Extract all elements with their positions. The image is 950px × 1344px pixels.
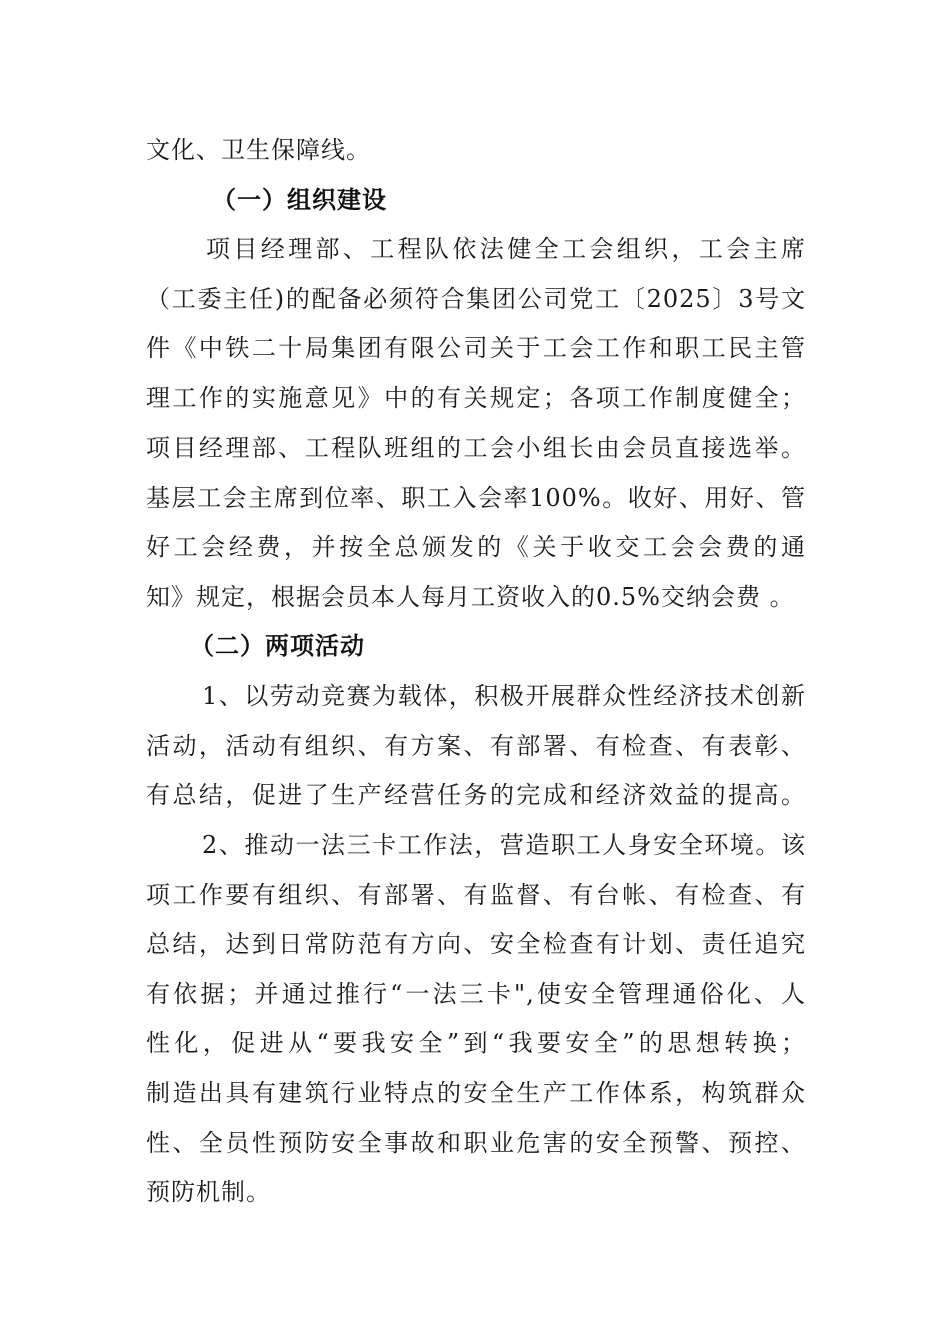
paragraph-line: 性、全员性预防安全事故和职业危害的安全预警、预控、 [146,1129,806,1157]
section-heading-organization: （一）组织建设 [212,186,387,214]
paragraph-line: 项目经理部、工程队班组的工会小组长由会员直接选举。 [146,434,806,462]
paragraph-line: 性化，促进从“要我安全”到“我要安全”的思想转换； [146,1029,806,1057]
paragraph-line: 总结，达到日常防范有方向、安全检查有计划、责任追究 [146,930,806,958]
paragraph-line: 知》规定，根据会员本人每月工资收入的0.5%交纳会费 。 [146,583,795,611]
paragraph-line: （工委主任)的配备必须符合集团公司党工〔2025〕3号文 [146,285,806,313]
paragraph-line: 2、推动一法三卡工作法，营造职工人身安全环境。该 [202,831,806,859]
paragraph-line: 预防机制。 [146,1178,271,1206]
paragraph-line: 好工会经费，并按全总颁发的《关于收交工会会费的通 [146,533,806,561]
paragraph-line: 基层工会主席到位率、职工入会率100%。收好、用好、管 [146,484,806,512]
paragraph-line: 项工作要有组织、有部署、有监督、有台帐、有检查、有 [146,881,806,909]
section-heading-two-activities: （二）两项活动 [190,632,365,660]
paragraph-line: 件《中铁二十局集团有限公司关于工会工作和职工民主管 [146,334,806,362]
paragraph-line: 1、以劳动竞赛为载体，积极开展群众性经济技术创新 [202,682,806,710]
paragraph-line: 活动，活动有组织、有方案、有部署、有检查、有表彰、 [146,732,806,760]
paragraph-line: 制造出具有建筑行业特点的安全生产工作体系，构筑群众 [146,1079,806,1107]
paragraph-line: 项目经理部、工程队依法健全工会组织，工会主席 [206,235,806,263]
paragraph-line: 理工作的实施意见》中的有关规定；各项工作制度健全； [146,384,806,412]
paragraph-line: 有总结，促进了生产经营任务的完成和经济效益的提高。 [146,781,806,809]
continuation-line: 文化、卫生保障线。 [146,136,371,164]
paragraph-line: 有依据；并通过推行“一法三卡",使安全管理通俗化、人 [146,980,806,1008]
